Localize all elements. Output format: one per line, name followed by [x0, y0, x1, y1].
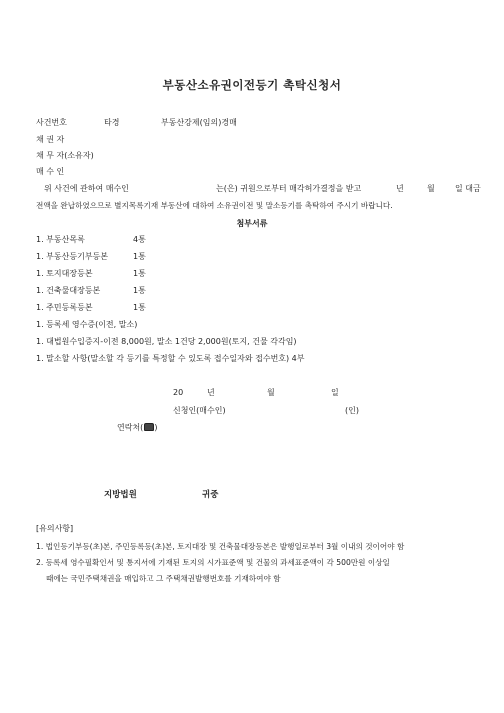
attachment-count: 1통	[133, 303, 146, 312]
case-type: 부동산강제(임의)경매	[161, 118, 237, 127]
attachment-item: 1. 건축물대장등본	[36, 286, 101, 295]
body-line2: 전액을 완납하였으므로 별지목록기재 부동산에 대하여 소유권이전 및 말소등기를 촉탁하여 주시기 바랍니다.	[36, 201, 393, 210]
contact-label: 연락처( )	[117, 423, 158, 432]
attachment-item: 1. 토지대장등본	[36, 269, 93, 278]
seal-mark: (인)	[345, 406, 359, 415]
creditor-label: 채 권 자	[36, 135, 65, 144]
body-line1-a: 위 사건에 관하여 매수인	[44, 184, 129, 193]
attachment-count: 4통	[133, 235, 146, 244]
buyer-label: 매 수 인	[36, 167, 65, 176]
attachments-heading: 첨부서류	[236, 219, 268, 228]
attachment-item: 1. 주민등록등본	[36, 303, 93, 312]
note-item-2-cont: 때에는 국민주택채권을 매입하고 그 주택채권발행번호를 기재하여야 함	[46, 574, 281, 583]
date-day: 일	[331, 388, 339, 397]
date-prefix: 20	[173, 388, 184, 397]
date-year: 년	[207, 388, 215, 397]
attachment-item: 1. 대법원수입증지-이전 8,000원, 말소 1건당 2,000원(토지, 건물 각각임)	[36, 337, 297, 346]
date-month: 월	[267, 388, 275, 397]
debtor-label: 채 무 자(소유자)	[36, 151, 94, 160]
case-number-label: 사건번호	[36, 118, 67, 127]
phone-icon	[144, 423, 154, 431]
attachment-item: 1. 등록세 영수증(이전, 말소)	[36, 320, 138, 329]
applicant-label: 신청인(매수인)	[173, 406, 226, 415]
notes-heading: [유의사항]	[36, 524, 74, 533]
attachment-item: 1. 부동산등기부등본	[36, 252, 108, 261]
body-line1-b: 는(은) 귀원으로부터 매각허가결정을 받고	[216, 184, 362, 193]
page-title: 부동산소유권이전등기 촉탁신청서	[162, 78, 342, 92]
attachment-item: 1. 말소할 사항(말소할 각 등기를 특정할 수 있도록 접수일자와 접수번호) 4부	[36, 354, 305, 363]
body-line1-month: 월	[427, 184, 435, 193]
note-item-2: 2. 등록세 영수필확인서 및 통지서에 기재된 토지의 시가표준액 및 건물의 과세표준액이 각 500만원 이상일	[36, 558, 390, 567]
court-code: 타경	[104, 118, 120, 127]
addressee-suffix: 귀중	[202, 490, 219, 500]
attachment-count: 1통	[133, 252, 146, 261]
body-line1-day: 일 대금	[455, 184, 481, 193]
court-name: 지방법원	[104, 490, 137, 500]
note-item-1: 1. 법인등기부등(초)본, 주민등록등(초)본, 토지대장 및 건축물대장등본은 발행일로부터 3월 이내의 것이어야 함	[36, 542, 405, 551]
attachment-count: 1통	[133, 269, 146, 278]
body-line1-year: 년	[396, 184, 404, 193]
attachment-item: 1. 부동산목록	[36, 235, 85, 244]
attachment-count: 1통	[133, 286, 146, 295]
